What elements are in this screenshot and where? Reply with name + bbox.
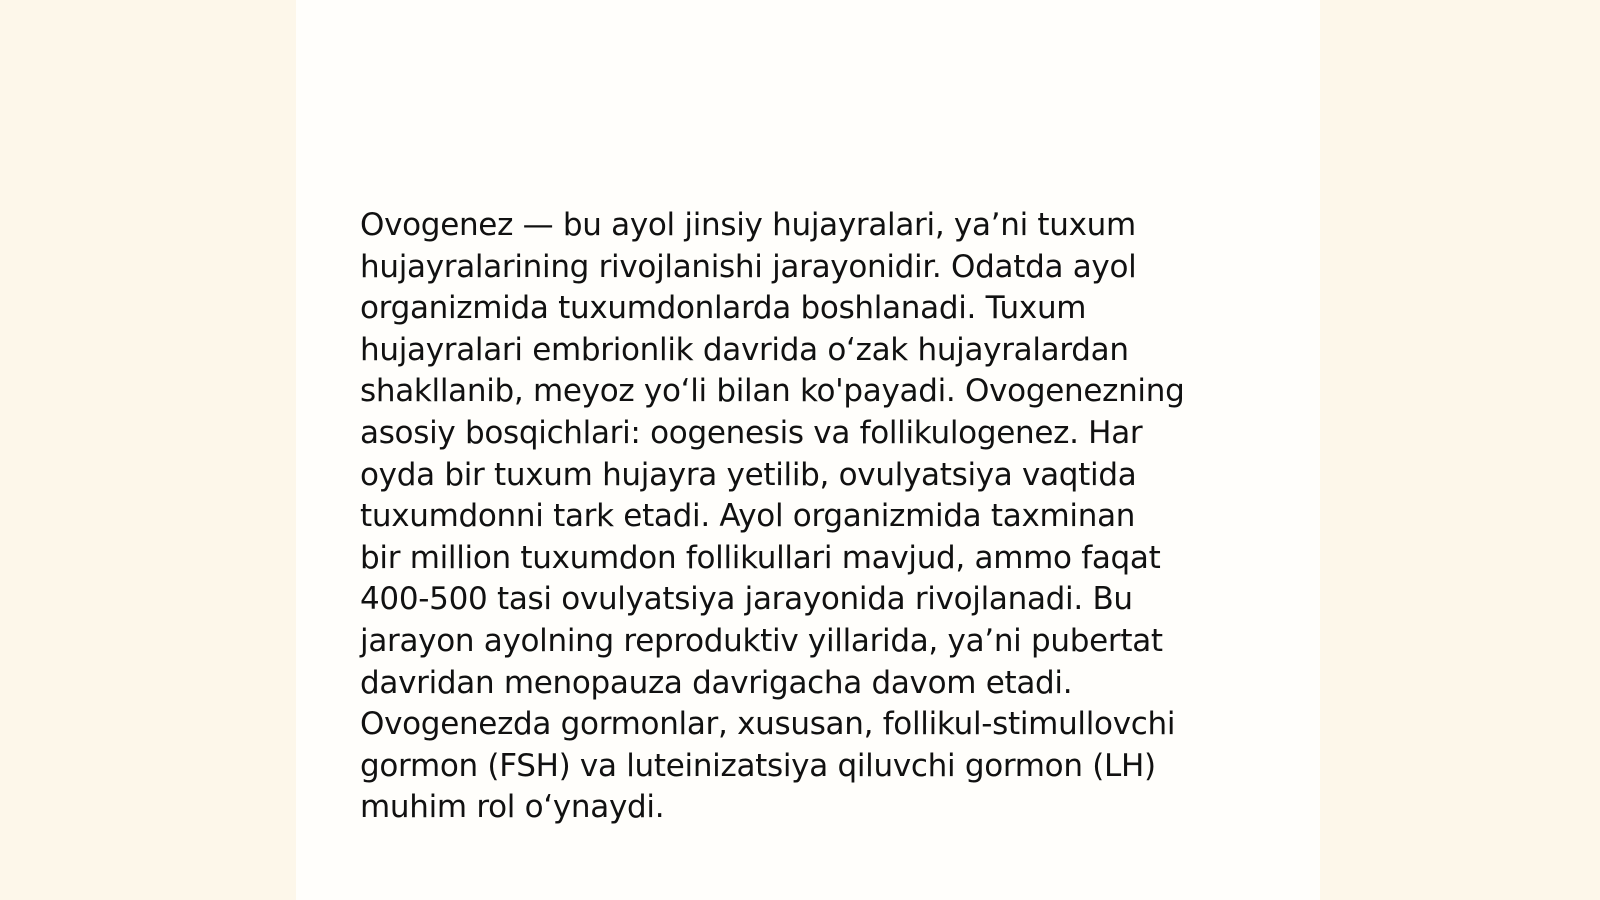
paragraph-line: gormon (FSH) va luteinizatsiya qiluvchi gormon (LH) bbox=[360, 747, 1156, 784]
paragraph-line: Ovogenez — bu ayol jinsiy hujayralari, ya’ni tuxum bbox=[360, 207, 1136, 243]
paragraph-line: tuxumdonni tark etadi. Ayol organizmida taxminan bbox=[360, 498, 1136, 535]
paragraph-line: oyda bir tuxum hujayra yetilib, ovulyatsiya vaqtida bbox=[360, 456, 1137, 493]
paragraph-line: asosiy bosqichlari: oogenesis va follikulogenez. Har bbox=[360, 414, 1143, 451]
paragraph-line: 400-500 tasi ovulyatsiya jarayonida rivojlanadi. Bu bbox=[360, 581, 1133, 618]
paragraph-line: davridan menopauza davrigacha davom etadi. bbox=[360, 664, 1073, 701]
paragraph-line: bir million tuxumdon follikullari mavjud, ammo faqat bbox=[360, 539, 1161, 576]
body-paragraph bbox=[360, 205, 1240, 829]
paragraph-line: hujayralarining rivojlanishi jarayonidir. Odatda ayol bbox=[360, 248, 1137, 285]
paragraph-line: shakllanib, meyoz yoʻli bilan ko'payadi. Ovogenezning bbox=[360, 373, 1185, 410]
paragraph-line: organizmida tuxumdonlarda boshlanadi. Tuxum bbox=[360, 290, 1087, 327]
paragraph-line: hujayralari embrionlik davrida oʻzak hujayralardan bbox=[360, 331, 1129, 368]
paragraph-line: muhim rol oʻynaydi. bbox=[360, 789, 665, 826]
paragraph-line: Ovogenezda gormonlar, xususan, follikul-stimullovchi bbox=[360, 706, 1176, 743]
paragraph-line: jarayon ayolning reproduktiv yillarida, ya’ni pubertat bbox=[360, 622, 1163, 659]
